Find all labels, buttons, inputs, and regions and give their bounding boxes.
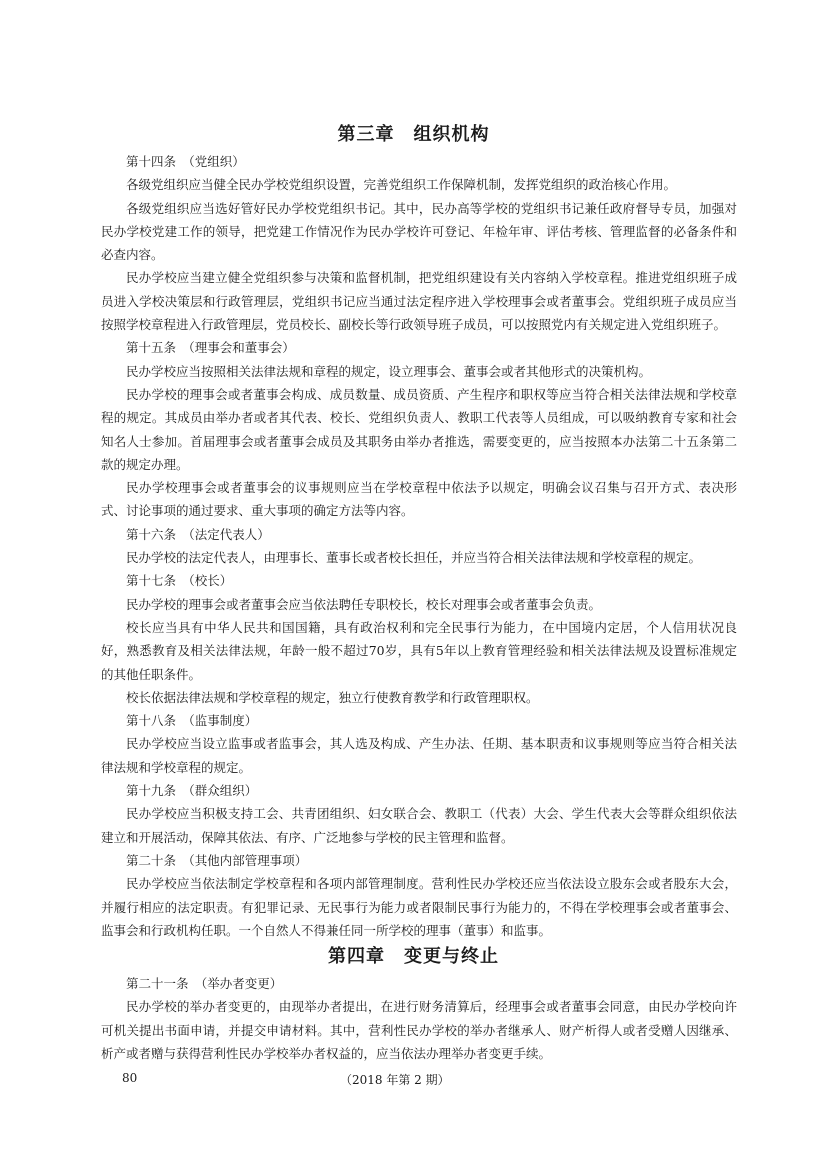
paragraph: 校长应当具有中华人民共和国国籍，具有政治权利和完全民事行为能力，在中国境内定居，个人信用状况良好，熟悉教育及相关法律法规，年龄一般不超过70岁，具有5年以上教育管理经验和相关法律法规及设置标准规定的其他任职条件。 (101, 619, 737, 682)
page-footer (0, 1071, 827, 1091)
article-heading: 第十九条 （群众组织） (126, 783, 258, 799)
paragraph: 各级党组织应当选好管好民办学校党组织书记。其中，民办高等学校的党组织书记兼任政府督导专员，加强对民办学校党建工作的领导，把党建工作情况作为民办学校许可登记、年检年审、评估考核、管理监督的必备条件和必查内容。 (101, 200, 737, 263)
paragraph: 民办学校的理事会或者董事会构成、成员数量、成员资质、产生程序和职权等应当符合相关法律法规和学校章程的规定。其成员由举办者或者其代表、校长、党组织负责人、教职工代表等人员组成，可以吸纳教育专家和社会知名人士参加。首届理事会或者董事会成员及其职务由举办者推选，需要变更的，应当按照本办法第二十五条第二款的规定办理。 (101, 386, 737, 472)
chapter-3-body (101, 150, 737, 942)
paragraph: 民办学校应当依法制定学校章程和各项内部管理制度。营利性民办学校还应当依法设立股东会或者股东大会，并履行相应的法定职责。有犯罪记录、无民事行为能力或者限制民事行为能力的，不得在学校理事会或者董事会、监事会和行政机构任职。一个自然人不得兼任同一所学校的理事（董事）和监事。 (101, 876, 737, 938)
issue-label: （2018 年第 2 期） (340, 1073, 450, 1087)
paragraph: 民办学校理事会或者董事会的议事规则应当在学校章程中依法予以规定，明确会议召集与召开方式、表决形式、讨论事项的通过要求、重大事项的确定方法等内容。 (101, 480, 737, 519)
chapter-4-title: 第四章 变更与终止 (328, 946, 499, 967)
article-heading: 第二十一条 （举办者变更） (126, 976, 283, 991)
article-heading: 第十六条 （法定代表人） (126, 526, 270, 542)
page-number: 80 (122, 1071, 138, 1085)
chapter-3-title: 第三章 组织机构 (337, 124, 490, 145)
paragraph: 民办学校应当设立监事或者监事会，其人选及构成、产生办法、任期、基本职责和议事规则等应当符合相关法律法规和学校章程的规定。 (101, 736, 737, 775)
paragraph: 各级党组织应当健全民办学校党组织设置，完善党组织工作保障机制，发挥党组织的政治核心作用。 (126, 177, 677, 193)
chapter-4-body (101, 972, 737, 1065)
paragraph: 民办学校应当积极支持工会、共青团组织、妇女联合会、教职工（代表）大会、学生代表大会等群众组织依法建立和开展活动，保障其依法、有序、广泛地参与学校的民主管理和监督。 (101, 806, 737, 845)
article-heading: 第十七条 （校长） (126, 573, 233, 589)
article-heading: 第十八条 （监事制度） (126, 713, 258, 729)
paragraph: 民办学校应当建立健全党组织参与决策和监督机制，把党组织建设有关内容纳入学校章程。推进党组织班子成员进入学校决策层和行政管理层，党组织书记应当通过法定程序进入学校理事会或者董事会。党组织班子成员应当按照学校章程进入行政管理层，党员校长、副校长等行政领导班子成员，可以按照党内有关规定进入党组织班子。 (101, 270, 737, 333)
article-heading: 第二十条 （其他内部管理事项） (126, 852, 308, 868)
paragraph: 校长依据法律法规和学校章程的规定，独立行使教育教学和行政管理职权。 (126, 689, 539, 705)
article-heading: 第十五条 （理事会和董事会） (126, 340, 295, 356)
paragraph: 民办学校的理事会或者董事会应当依法聘任专职校长，校长对理事会或者董事会负责。 (126, 596, 602, 612)
paragraph: 民办学校应当按照相关法律法规和章程的规定，设立理事会、董事会或者其他形式的决策机构。 (126, 363, 652, 379)
paragraph: 民办学校的举办者变更的，由现举办者提出，在进行财务清算后，经理事会或者董事会同意，由民办学校向许可机关提出书面申请，并提交申请材料。其中，营利性民办学校的举办者继承人、财产析得人或者受赠人因继承、析产或者赠与获得营利性民办学校举办者权益的，应当依法办理举办者变更手续。 (101, 999, 737, 1061)
article-heading: 第十四条 （党组织） (126, 154, 245, 169)
paragraph: 民办学校的法定代表人，由理事长、董事长或者校长担任，并应当符合相关法律法规和学校章程的规定。 (126, 550, 702, 566)
